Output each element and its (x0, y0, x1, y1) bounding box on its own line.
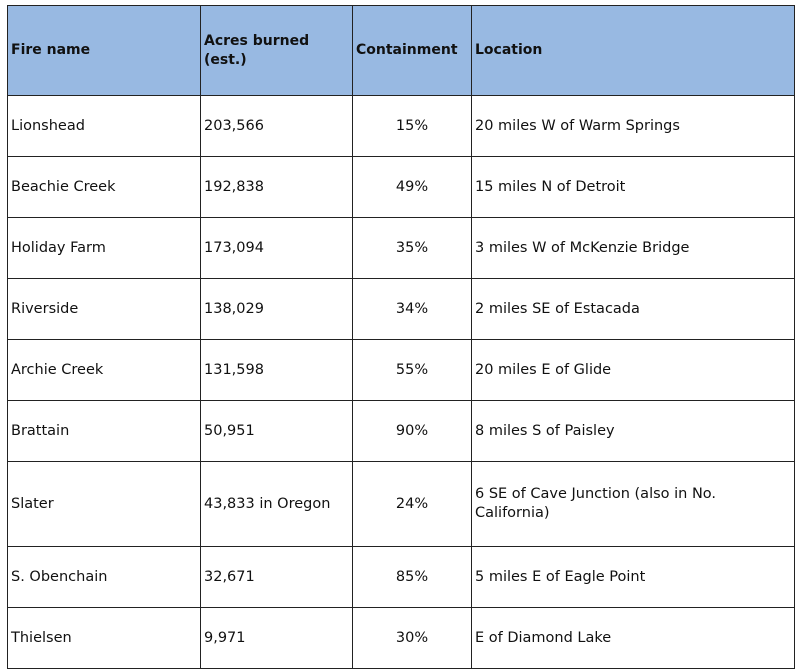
table-row (8, 279, 795, 340)
cell-location: E of Diamond Lake (472, 608, 795, 669)
cell-location: 6 SE of Cave Junction (also in No. California) (472, 462, 795, 547)
cell-acres: 192,838 (201, 157, 353, 218)
cell-fire-name: Lionshead (8, 96, 201, 157)
cell-fire-name: Thielsen (8, 608, 201, 669)
table-row (8, 547, 795, 608)
cell-location: 20 miles W of Warm Springs (472, 96, 795, 157)
fires-table (7, 5, 795, 669)
cell-acres: 43,833 in Oregon (201, 462, 353, 547)
cell-acres: 138,029 (201, 279, 353, 340)
cell-location: 3 miles W of McKenzie Bridge (472, 218, 795, 279)
cell-acres: 32,671 (201, 547, 353, 608)
cell-containment: 30% (353, 608, 472, 669)
cell-acres: 131,598 (201, 340, 353, 401)
cell-fire-name: Slater (8, 462, 201, 547)
cell-containment: 15% (353, 96, 472, 157)
header-acres-burned: Acres burned (est.) (201, 6, 353, 96)
cell-location: 15 miles N of Detroit (472, 157, 795, 218)
header-location: Location (472, 6, 795, 96)
table-row (8, 157, 795, 218)
cell-acres: 203,566 (201, 96, 353, 157)
table-row (8, 401, 795, 462)
header-containment: Containment (353, 6, 472, 96)
table-row (8, 96, 795, 157)
cell-location: 2 miles SE of Estacada (472, 279, 795, 340)
cell-containment: 35% (353, 218, 472, 279)
cell-containment: 90% (353, 401, 472, 462)
table-row (8, 462, 795, 547)
cell-containment: 24% (353, 462, 472, 547)
header-fire-name: Fire name (8, 6, 201, 96)
cell-location: 8 miles S of Paisley (472, 401, 795, 462)
cell-fire-name: Beachie Creek (8, 157, 201, 218)
cell-fire-name: Riverside (8, 279, 201, 340)
table-header-row (8, 6, 795, 96)
table-row (8, 340, 795, 401)
table-row (8, 218, 795, 279)
cell-acres: 173,094 (201, 218, 353, 279)
cell-acres: 50,951 (201, 401, 353, 462)
cell-containment: 49% (353, 157, 472, 218)
cell-fire-name: Archie Creek (8, 340, 201, 401)
table-row (8, 608, 795, 669)
cell-containment: 55% (353, 340, 472, 401)
cell-containment: 34% (353, 279, 472, 340)
cell-containment: 85% (353, 547, 472, 608)
cell-location: 20 miles E of Glide (472, 340, 795, 401)
cell-fire-name: S. Obenchain (8, 547, 201, 608)
cell-location: 5 miles E of Eagle Point (472, 547, 795, 608)
cell-fire-name: Brattain (8, 401, 201, 462)
cell-acres: 9,971 (201, 608, 353, 669)
cell-fire-name: Holiday Farm (8, 218, 201, 279)
